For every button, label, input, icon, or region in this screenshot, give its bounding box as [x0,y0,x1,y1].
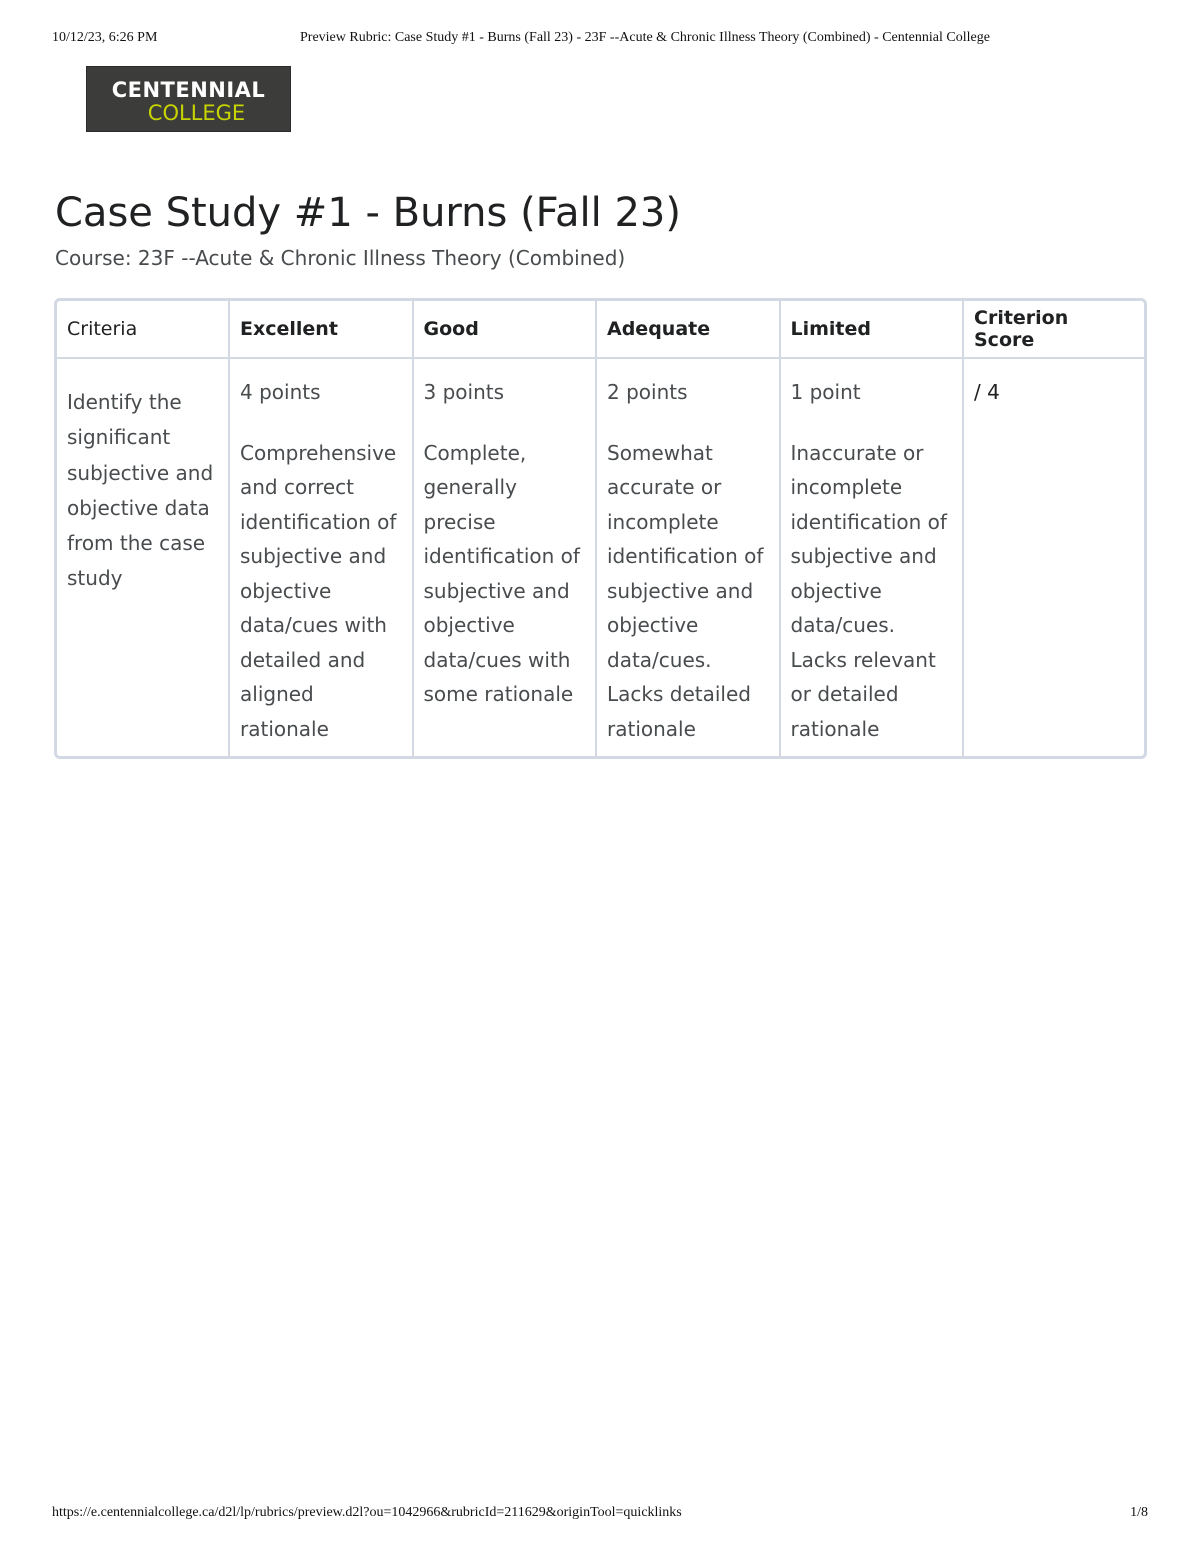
level-description: Complete, generally precise identification of subjective and objective data/cues with some rationale [423,440,580,706]
level-header-excellent: Excellent [230,301,414,359]
criterion-name: Identify the significant subjective and objective data from the case study [57,359,230,756]
course-name: Course: 23F --Acute & Chronic Illness Theory (Combined) [55,246,626,270]
level-description: Somewhat accurate or incomplete identification of subjective and objective data/cues. Lacks detailed rationale [607,440,764,741]
page-title: Case Study #1 - Burns (Fall 23) [55,190,681,236]
rubric-header-row [57,301,1144,359]
print-datetime: 10/12/23, 6:26 PM [52,30,158,45]
logo-line-2: COLLEGE [147,101,246,125]
print-header [52,30,1148,50]
print-url: https://e.centennialcollege.ca/d2l/lp/rubrics/preview.d2l?ou=1042966&rubricId=211629&originTool=quicklinks [52,1505,682,1520]
level-header-good: Good [414,301,598,359]
print-document-title: Preview Rubric: Case Study #1 - Burns (Fall 23) - 23F --Acute & Chronic Illness Theory (Combined) - Centennial College [300,30,990,45]
level-cell-excellent [230,359,414,756]
rubric-row [57,359,1144,756]
level-description: Comprehensive and correct identification of subjective and objective data/cues with detailed and aligned rationale [240,440,397,741]
level-cell-adequate [597,359,781,756]
level-points: 2 points [607,380,688,404]
level-points: 1 point [790,380,861,404]
level-points: 4 points [240,380,321,404]
level-header-adequate: Adequate [597,301,781,359]
level-description: Inaccurate or incomplete identification of subjective and objective data/cues. Lacks relevant or detailed rationale [790,440,947,741]
level-points: 3 points [423,380,505,404]
rubric-table [54,298,1147,759]
criterion-score-cell [964,359,1144,756]
level-cell-good [414,359,598,756]
level-header-limited: Limited [781,301,965,359]
criterion-score-value: / 4 [974,380,1000,404]
criterion-score-header: Criterion Score [964,301,1144,359]
print-footer [52,1505,1148,1525]
level-cell-limited [781,359,965,756]
centennial-college-logo [86,66,291,132]
criteria-header: Criteria [57,301,230,359]
print-page-number: 1/8 [1130,1505,1148,1520]
logo-line-1: CENTENNIAL [111,78,266,102]
